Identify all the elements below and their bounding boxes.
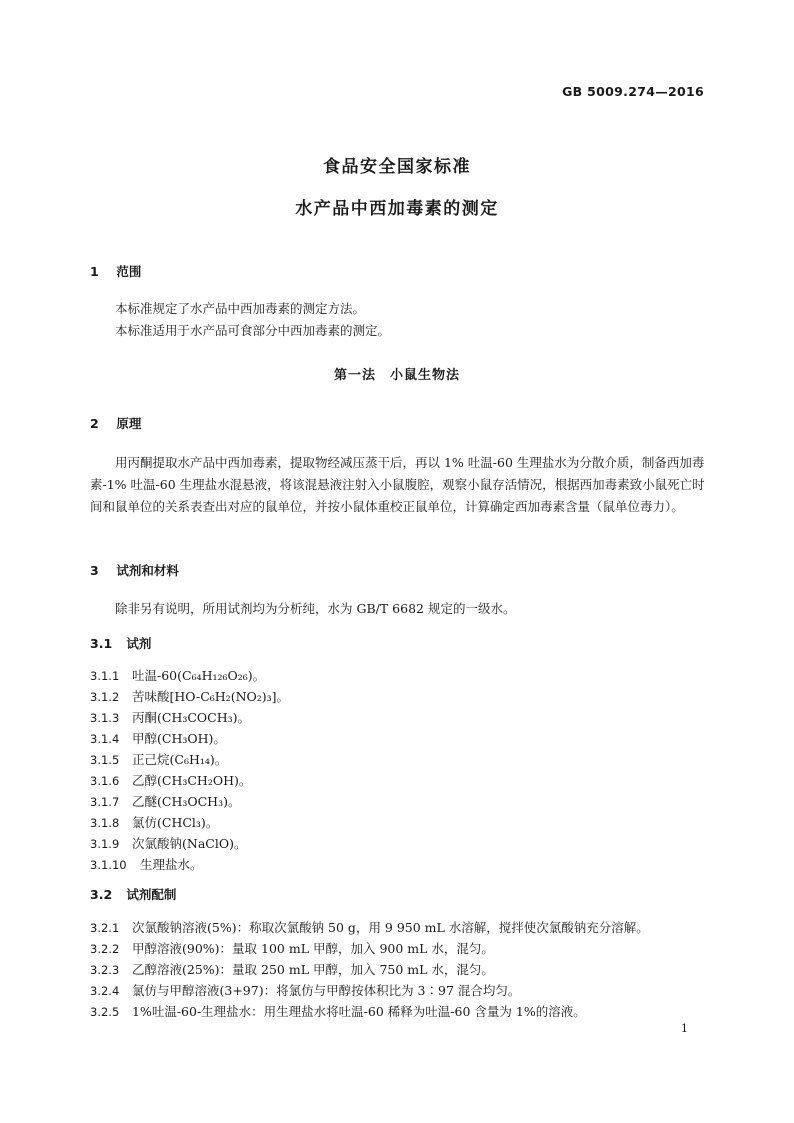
item-number: 3.1.10: [90, 858, 127, 872]
standard-number: GB 5009.274—2016: [562, 84, 704, 99]
item-text: 苦味酸[HO-C₆H₂(NO₂)₃]。: [132, 689, 290, 704]
item-text: 丙酮(CH₃COCH₃)。: [132, 710, 251, 725]
item-text: 乙醚(CH₃OCH₃)。: [132, 794, 241, 809]
section-number: 2: [90, 416, 99, 431]
item-text: 吐温-60(C₆₄H₁₂₆O₂₆)。: [132, 668, 266, 683]
item-text: 正己烷(C₆H₁₄)。: [132, 752, 228, 767]
item-number: 3.1.8: [90, 816, 120, 830]
item-number: 3.1.9: [90, 837, 120, 851]
item-number: 3.1.7: [90, 795, 120, 809]
reagents-intro-paragraph: 除非另有说明，所用试剂均为分析纯，水为 GB/T 6682 规定的一级水。: [115, 601, 516, 616]
section-number: 1: [90, 264, 99, 279]
reagent-item: [90, 834, 246, 852]
section-number: 3.2: [90, 887, 113, 902]
reagent-item: [90, 792, 240, 810]
preparation-item: [90, 939, 494, 957]
preparation-item: [90, 918, 649, 936]
scope-paragraph: 本标准规定了水产品中西加毒素的测定方法。: [115, 301, 366, 316]
section-title: 原理: [116, 416, 142, 431]
item-text: 1%吐温-60-生理盐水：用生理盐水将吐温-60 稀释为吐温-60 含量为 1%的溶液。: [132, 1004, 586, 1019]
reagent-item: [90, 666, 265, 684]
reagents-intro-block: [90, 598, 710, 620]
item-number: 3.2.5: [90, 1005, 120, 1019]
item-number: 3.1.1: [90, 669, 120, 683]
method-title: 第一法 小鼠生物法: [333, 368, 460, 383]
document-title-line2: 水产品中西加毒素的测定: [295, 199, 499, 219]
item-text: 氯仿(CHCl₃)。: [132, 815, 219, 830]
reagent-item: [90, 708, 250, 726]
reagent-item: [90, 855, 203, 873]
section-heading-principle: [90, 414, 141, 432]
item-number: 3.1.5: [90, 753, 120, 767]
reagent-item: [90, 771, 251, 789]
section-title: 试剂: [126, 636, 152, 651]
item-number: 3.2.2: [90, 942, 120, 956]
item-text: 生理盐水。: [140, 857, 203, 872]
subsection-heading-reagents: [90, 634, 151, 652]
item-number: 3.2.3: [90, 963, 120, 977]
item-number: 3.2.4: [90, 984, 120, 998]
section-number: 3.1: [90, 636, 113, 651]
subsection-heading-reagent-preparation: [90, 885, 176, 903]
principle-paragraph-block: [90, 452, 710, 518]
reagent-item: [90, 750, 227, 768]
scope-paragraphs: [90, 298, 710, 342]
reagent-item: [90, 687, 289, 705]
document-title-line1: 食品安全国家标准: [323, 157, 471, 177]
section-title: 范围: [116, 264, 142, 279]
item-text: 次氯酸钠(NaClO)。: [132, 836, 247, 851]
item-text: 甲醇溶液(90%)：量取 100 mL 甲醇，加入 900 mL 水，混匀。: [132, 941, 494, 956]
section-title: 试剂和材料: [116, 563, 179, 578]
item-number: 3.1.4: [90, 732, 120, 746]
item-text: 甲醇(CH₃OH)。: [132, 731, 226, 746]
item-number: 3.2.1: [90, 921, 120, 935]
scope-paragraph: 本标准适用于水产品可食部分中西加毒素的测定。: [115, 323, 391, 338]
section-title: 试剂配制: [126, 887, 177, 902]
section-number: 3: [90, 563, 99, 578]
reagent-item: [90, 729, 226, 747]
item-text: 乙醇(CH₃CH₂OH)。: [132, 773, 252, 788]
section-heading-scope: [90, 262, 141, 280]
item-number: 3.1.3: [90, 711, 120, 725]
preparation-item: [90, 981, 520, 999]
page-number: 1: [681, 1022, 688, 1035]
reagent-item: [90, 813, 218, 831]
preparation-item: [90, 1002, 586, 1020]
item-number: 3.1.6: [90, 774, 120, 788]
item-text: 次氯酸钠溶液(5%)：称取次氯酸钠 50 g，用 9 950 mL 水溶解，搅拌使次氯酸钠充分溶解。: [132, 920, 649, 935]
item-text: 氯仿与甲醇溶液(3+97)：将氯仿与甲醇按体积比为 3∶97 混合均匀。: [132, 983, 521, 998]
item-number: 3.1.2: [90, 690, 120, 704]
principle-paragraph: 用丙酮提取水产品中西加毒素，提取物经减压蒸干后，再以 1% 吐温-60 生理盐水为分散介质，制备西加毒素-1% 吐温-60 生理盐水混悬液，将该混悬液注射入小鼠腹腔，观察小鼠存活情况，根据西加毒素致小鼠死亡时间和鼠单位的关系表查出对应的鼠单位，并按小鼠体重校正鼠单位，计算确定西加毒素含量（鼠单位毒力）。: [90, 455, 705, 514]
preparation-item: [90, 960, 494, 978]
section-heading-reagents-materials: [90, 561, 179, 579]
item-text: 乙醇溶液(25%)：量取 250 mL 甲醇，加入 750 mL 水，混匀。: [132, 962, 494, 977]
